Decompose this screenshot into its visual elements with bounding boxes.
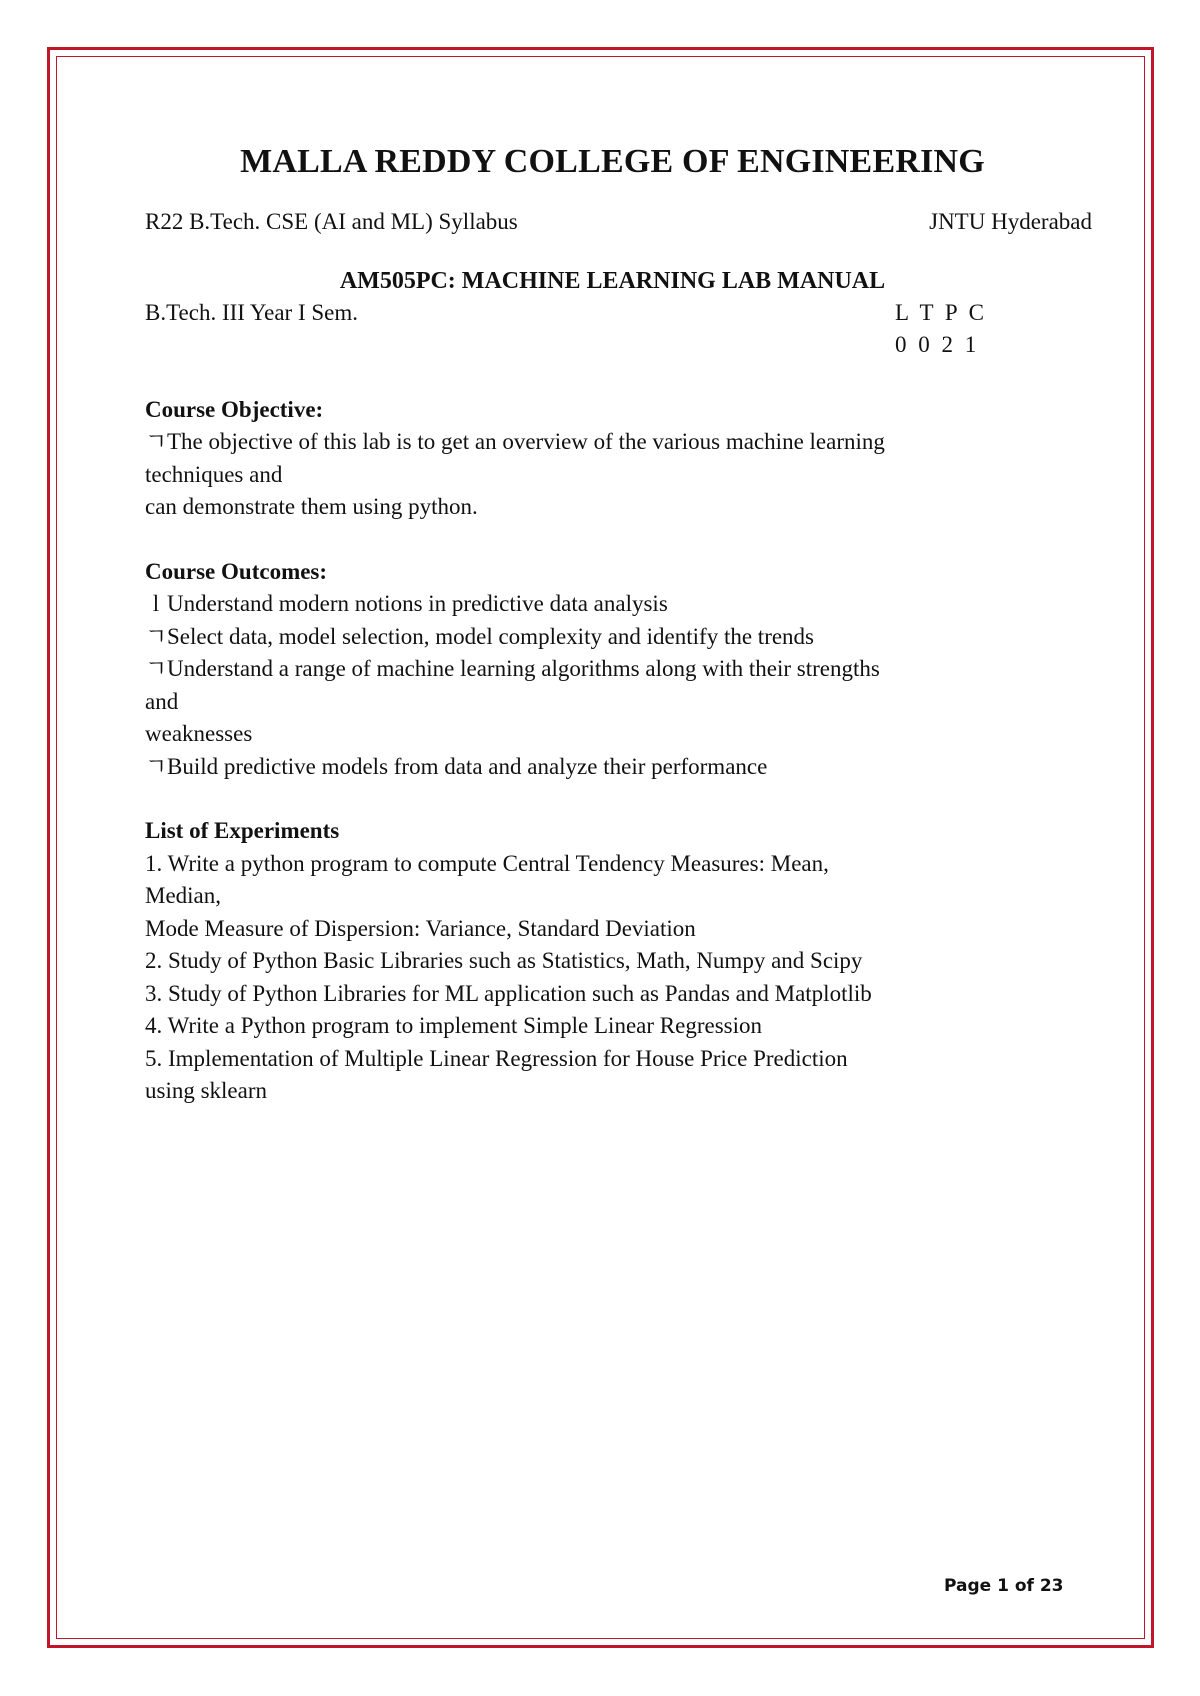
year-sem-label: B.Tech. III Year I Sem. [145, 299, 359, 325]
outcome-item: ㄱUnderstand a range of machine learning algorithms along with their strengths [145, 653, 1080, 686]
objective-heading: Course Objective: [145, 396, 324, 422]
bullet-icon: ㄱ [145, 429, 168, 454]
university-label: JNTU Hyderabad [929, 209, 1092, 234]
ltpc-header: L T P C [895, 299, 987, 325]
experiment-line: 4. Write a Python program to implement Simple Linear Regression [145, 1013, 762, 1038]
syllabus-row [145, 206, 1092, 239]
experiment-line: 2. Study of Python Basic Libraries such as Statistics, Math, Numpy and Scipy [145, 948, 863, 973]
objective-line: can demonstrate them using python. [145, 494, 478, 519]
experiment-line: 5. Implementation of Multiple Linear Regression for House Price Prediction [145, 1045, 848, 1071]
syllabus-label: R22 B.Tech. CSE (AI and ML) Syllabus [145, 209, 518, 234]
outcome-continuation: weaknesses [145, 721, 253, 746]
outcomes-heading: Course Outcomes: [145, 558, 328, 584]
year-sem-row [145, 297, 1080, 330]
experiment-line: Median, [145, 883, 222, 908]
college-title: MALLA REDDY COLLEGE OF ENGINEERING [240, 143, 985, 180]
outcome-continuation: and [145, 688, 179, 714]
outcome-item: ㄱBuild predictive models from data and analyze their performance [145, 751, 1080, 784]
page-number: Page 1 of 23 [944, 1576, 1064, 1596]
bullet-icon: ㄱ [145, 656, 168, 681]
objective-line: ㄱThe objective of this lab is to get an overview of the various machine learning [145, 426, 1080, 459]
experiment-line: using sklearn [145, 1078, 268, 1103]
ltpc-values-row [145, 329, 1080, 362]
experiment-line: 1. Write a python program to compute Central Tendency Measures: Mean, [145, 850, 829, 876]
bullet-icon: ㄱ [145, 623, 168, 649]
outcome-item: l Understand modern notions in predictive data analysis [145, 588, 1080, 621]
bullet-icon: ㄱ [145, 753, 168, 779]
outcome-item: ㄱSelect data, model selection, model complexity and identify the trends [145, 621, 1080, 654]
experiment-line: Mode Measure of Dispersion: Variance, Standard Deviation [145, 915, 696, 941]
experiments-heading: List of Experiments [145, 818, 340, 843]
bullet-icon: l [152, 591, 160, 616]
experiment-line: 3. Study of Python Libraries for ML application such as Pandas and Matplotlib [145, 980, 872, 1006]
objective-line: techniques and [145, 461, 283, 487]
subject-title: AM505PC: MACHINE LEARNING LAB MANUAL [339, 267, 886, 294]
document-content [145, 140, 1092, 1108]
ltpc-values: 0 0 2 1 [895, 332, 980, 357]
